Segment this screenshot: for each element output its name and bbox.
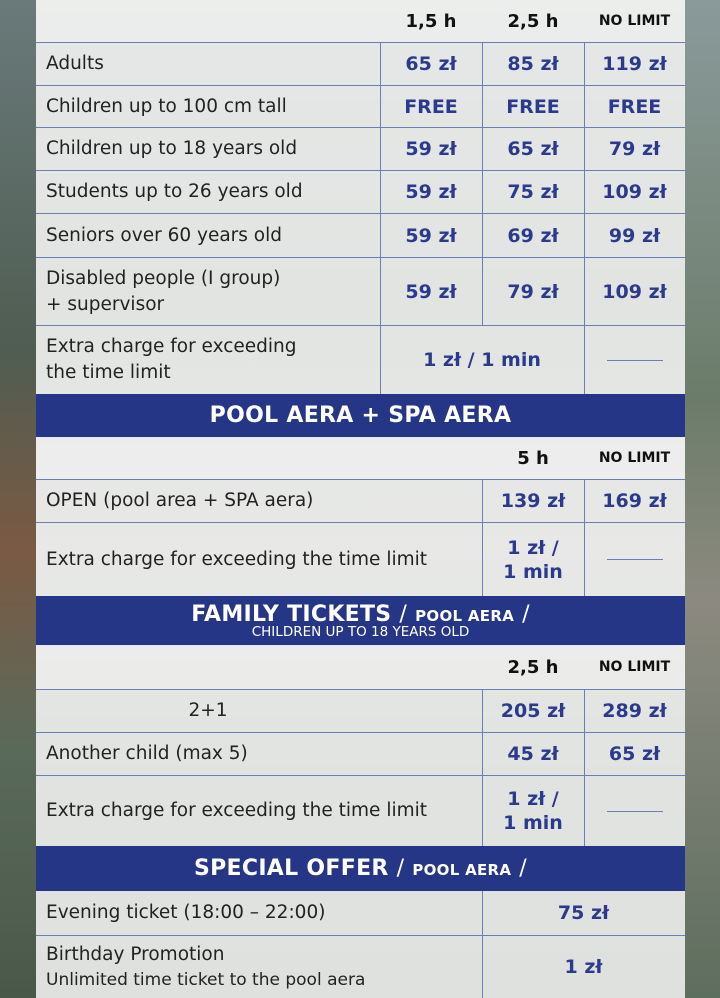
col-header-no-limit: NO LIMIT [598,450,671,466]
price-cell: 65 zł [405,53,457,75]
price-cell: 79 zł [507,280,559,303]
col-header-2-5h: 2,5 h [507,10,559,32]
price-list [36,0,685,998]
row-label-line2: Unlimited time ticket to the pool aera [46,970,366,990]
row-label [46,936,365,998]
price-cell: 139 zł [500,490,566,512]
price-cell: 289 zł [602,700,667,722]
table-row [36,171,685,214]
table-row [36,891,685,936]
background-right [684,0,720,998]
row-label-line1: Disabled people (I group) [46,267,281,289]
price-cell: 119 zł [602,53,667,75]
table-row [36,128,685,171]
col-header-1-5h: 1,5 h [405,10,457,32]
row-label: 2+1 [188,700,228,721]
row-label: Adults [46,53,104,74]
banner-title: POOL AERA + SPA AERA [209,403,512,428]
row-label: Extra charge for exceeding the time limit [46,800,428,821]
dash-cell [584,523,685,596]
price-cell: 1 zł / 1 min [423,349,541,371]
col-header-5h: 5 h [517,447,549,469]
price-cell: FREE [404,95,458,118]
price-cell: 69 zł [507,224,559,247]
dash-line [607,811,663,812]
row-label: Evening ticket (18:00 – 22:00) [46,902,326,923]
col-header-no-limit: NO LIMIT [598,13,671,29]
price-cell: 109 zł [602,181,667,203]
price-cell [482,523,584,596]
table-row [36,86,685,128]
banner-separator: / [519,856,527,881]
price-cell: 75 zł [507,181,559,203]
row-label [46,326,297,394]
table-row [36,479,685,523]
col-header-no-limit: NO LIMIT [598,659,671,675]
banner-separator: / [399,602,408,627]
row-label: Children up to 18 years old [46,138,298,159]
section-banner-special-offer [36,846,685,891]
banner-title [194,856,527,881]
section-banner-family [36,596,685,645]
banner-subtitle: CHILDREN UP TO 18 YEARS OLD [251,624,470,640]
price-cell: FREE [607,95,662,118]
price-cell: 109 zł [602,280,667,303]
extra-charge-row [36,523,685,596]
banner-separator: / [396,856,405,881]
price-cell: 85 zł [507,53,559,75]
price-cell: 205 zł [500,700,566,722]
price-cell: 65 zł [507,138,559,160]
price-line2: 1 min [503,812,563,834]
table-row [36,689,685,733]
dash-cell [584,776,685,846]
table-row [36,42,685,86]
price-cell: 59 zł [405,280,457,303]
row-label-line1: Extra charge for exceeding [46,336,297,357]
price-cell: 59 zł [405,224,457,247]
price-cell [482,776,584,846]
section3-header-row [36,645,685,689]
background-left [0,0,36,998]
price-cell: 1 zł [564,956,603,978]
price-line1: 1 zł / [507,788,559,810]
row-label: Children up to 100 cm tall [46,95,287,117]
row-label: OPEN (pool area + SPA aera) [46,490,314,511]
table-row [36,936,685,998]
price-cell: 59 zł [405,138,457,160]
section1-header-row [36,0,685,42]
row-label: Another child (max 5) [46,743,248,764]
dash-line [607,360,663,361]
price-cell: 79 zł [608,138,661,160]
row-label [46,258,280,325]
section-banner-pool-spa [36,394,685,437]
extra-charge-row [36,776,685,846]
price-cell: 45 zł [507,743,559,765]
row-label: Seniors over 60 years old [46,224,282,246]
price-line1: 1 zł / [507,536,559,559]
row-label-line2: + supervisor [46,293,165,315]
col-header-2-5h: 2,5 h [507,656,559,678]
price-line2: 1 min [503,560,563,583]
table-row [36,733,685,776]
row-label-line1: Birthday Promotion [46,944,225,965]
banner-main: SPECIAL OFFER [193,856,389,881]
dash-cell [584,326,685,394]
table-row [36,258,685,326]
price-cell: FREE [506,95,560,118]
price-cell: 65 zł [608,743,661,765]
price-cell: 169 zł [602,490,667,512]
table-row [36,214,685,258]
banner-small: POOL AERA [412,861,512,879]
price-cell: 75 zł [557,902,610,924]
price-cell: 59 zł [405,181,457,203]
price-cell: 99 zł [608,224,661,247]
banner-main: FAMILY TICKETS [191,602,392,627]
row-label: Extra charge for exceeding the time limit [46,548,428,570]
extra-charge-row [36,326,685,394]
banner-separator: / [522,602,530,627]
dash-line [607,559,663,560]
row-label-line2: the time limit [46,362,171,383]
row-label: Students up to 26 years old [46,181,303,202]
section2-header-row [36,437,685,479]
banner-small: POOL AERA [415,607,515,625]
